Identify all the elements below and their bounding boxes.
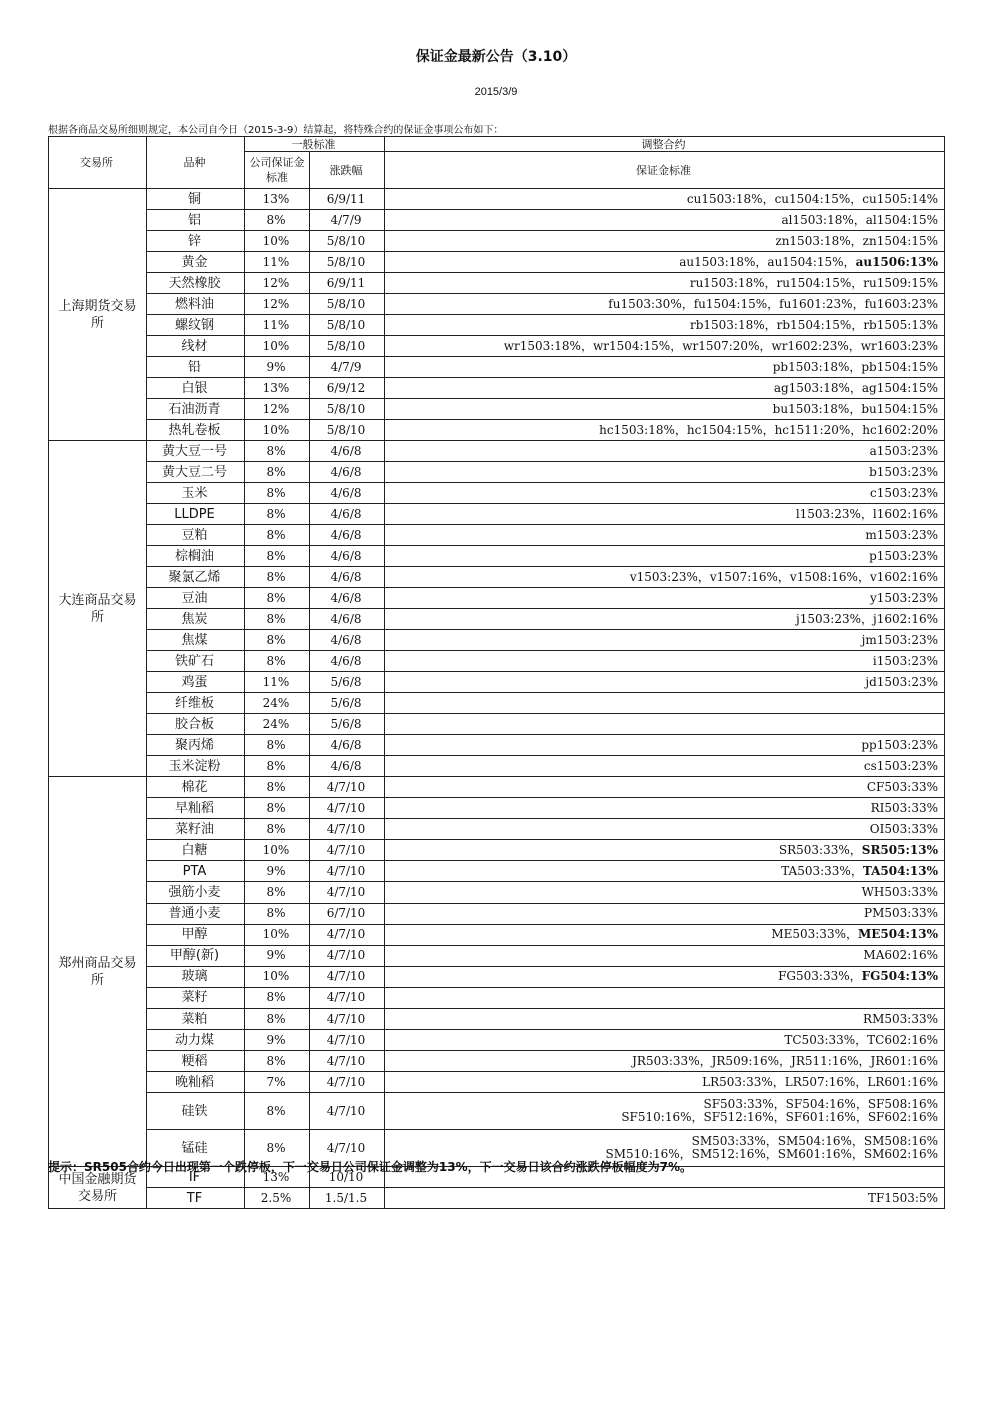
limit-value: 4/6/8 (310, 441, 385, 462)
exchange-name: 郑州商品交易所 (49, 777, 147, 1167)
tip-note: 提示：SR505合约今日出现第一个跌停板，下一交易日公司保证金调整为13%，下一交易日该合约涨跌停板幅度为7%。 (48, 1160, 693, 1174)
margin-value: 8% (245, 630, 310, 651)
margin-value: 8% (245, 483, 310, 504)
header-adjust: 调整合约 (385, 137, 945, 152)
adjusted-contract-text: cu1503:18%，cu1504:15%，cu1505:14% (686, 191, 938, 206)
adjust-contracts (385, 336, 945, 357)
product-name: 黄大豆二号 (147, 462, 245, 483)
limit-value: 4/6/8 (310, 588, 385, 609)
adjust-contracts (385, 819, 945, 840)
adjusted-contract-text: pb1503:18%，pb1504:15% (772, 359, 938, 374)
table-row (49, 441, 945, 462)
margin-value: 8% (245, 1130, 310, 1167)
limit-value: 4/6/8 (310, 462, 385, 483)
adjust-contracts (385, 378, 945, 399)
adjust-contracts (385, 1009, 945, 1030)
adjust-contracts (385, 798, 945, 819)
margin-value: 10% (245, 231, 310, 252)
adjusted-contract-text: b1503:23% (869, 464, 938, 479)
adjusted-contract-text: fu1503:30%，fu1504:15%，fu1601:23%，fu1603:23% (608, 296, 938, 311)
product-name: 强筋小麦 (147, 882, 245, 903)
table-row (49, 315, 945, 336)
adjusted-contract-text: i1503:23% (872, 653, 938, 668)
adjust-contracts (385, 924, 945, 945)
adjust-contracts (385, 1093, 945, 1130)
product-name: 玉米 (147, 483, 245, 504)
product-name: 纤维板 (147, 693, 245, 714)
table-row (49, 336, 945, 357)
adjusted-contract-text: bu1503:18%，bu1504:15% (772, 401, 938, 416)
adjusted-contract-text: SR503:33%， (778, 842, 862, 857)
table-row (49, 672, 945, 693)
table-row (49, 588, 945, 609)
product-name: 棉花 (147, 777, 245, 798)
limit-value: 5/8/10 (310, 315, 385, 336)
limit-value: 4/6/8 (310, 735, 385, 756)
product-name: 铝 (147, 210, 245, 231)
limit-value: 1.5/1.5 (310, 1188, 385, 1209)
margin-value: 8% (245, 1051, 310, 1072)
adjust-contracts (385, 672, 945, 693)
adjusted-contract-text: v1503:23%，v1507:16%，v1508:16%，v1602:16% (629, 569, 938, 584)
margin-value: 24% (245, 714, 310, 735)
table-row (49, 882, 945, 903)
product-name: 豆粕 (147, 525, 245, 546)
table-row (49, 210, 945, 231)
margin-value: 8% (245, 882, 310, 903)
margin-value: 12% (245, 399, 310, 420)
margin-value: 8% (245, 210, 310, 231)
table-row (49, 294, 945, 315)
adjusted-contract-text: ag1503:18%，ag1504:15% (773, 380, 938, 395)
product-name: 玻璃 (147, 966, 245, 987)
product-name: 白银 (147, 378, 245, 399)
margin-value: 8% (245, 798, 310, 819)
adjust-contracts (385, 1051, 945, 1072)
table-row (49, 840, 945, 861)
adjust-contracts (385, 210, 945, 231)
table-row (49, 189, 945, 210)
product-name: 硅铁 (147, 1093, 245, 1130)
product-name: 锌 (147, 231, 245, 252)
margin-value: 10% (245, 924, 310, 945)
table-row (49, 399, 945, 420)
margin-value: 8% (245, 567, 310, 588)
product-name: 铅 (147, 357, 245, 378)
product-name: 聚丙烯 (147, 735, 245, 756)
product-name: 胶合板 (147, 714, 245, 735)
adjusted-contract-text: ME503:33%， (771, 927, 858, 942)
limit-value: 4/6/8 (310, 567, 385, 588)
product-name: 晚籼稻 (147, 1072, 245, 1093)
margin-value: 11% (245, 672, 310, 693)
limit-value: 4/7/10 (310, 987, 385, 1008)
notice-date: 2015/3/9 (474, 86, 518, 98)
adjusted-contract-text: CF503:33% (866, 779, 938, 794)
limit-value: 4/7/10 (310, 882, 385, 903)
adjusted-contract-highlight: SR505:13% (861, 842, 938, 857)
adjusted-contract-text: j1503:23%，j1602:16% (796, 611, 938, 626)
limit-value: 4/7/10 (310, 966, 385, 987)
adjusted-contract-text: zn1503:18%，zn1504:15% (775, 233, 938, 248)
table-row (49, 1093, 945, 1130)
margin-value: 8% (245, 735, 310, 756)
product-name: 菜籽 (147, 987, 245, 1008)
adjusted-contract-text: pp1503:23% (861, 737, 938, 752)
margin-value: 8% (245, 651, 310, 672)
table-row (49, 1009, 945, 1030)
limit-value: 5/8/10 (310, 231, 385, 252)
adjusted-contract-text: jm1503:23% (861, 632, 938, 647)
adjust-contracts (385, 546, 945, 567)
product-name: 粳稻 (147, 1051, 245, 1072)
exchange-name: 中国金融期货交易所 (49, 1167, 147, 1209)
limit-value: 5/8/10 (310, 399, 385, 420)
table-row (49, 756, 945, 777)
table-row (49, 525, 945, 546)
adjusted-contract-text: l1503:23%，l1602:16% (795, 506, 938, 521)
adjusted-contract-highlight: TA504:13% (862, 863, 938, 878)
table-row (49, 819, 945, 840)
adjust-contracts (385, 693, 945, 714)
header-product: 品种 (147, 137, 245, 189)
product-name: 线材 (147, 336, 245, 357)
adjusted-contract-text: rb1503:18%，rb1504:15%，rb1505:13% (689, 317, 938, 332)
table-row (49, 651, 945, 672)
margin-value: 8% (245, 588, 310, 609)
product-name: 螺纹钢 (147, 315, 245, 336)
product-name: 豆油 (147, 588, 245, 609)
limit-value: 4/6/8 (310, 483, 385, 504)
adjust-contracts (385, 483, 945, 504)
product-name: 天然橡胶 (147, 273, 245, 294)
margin-table (48, 136, 945, 1209)
table-row (49, 567, 945, 588)
adjust-contracts (385, 1030, 945, 1051)
margin-value: 9% (245, 1030, 310, 1051)
adjusted-contract-text: SF510:16%，SF512:16%，SF601:16%，SF602:16% (621, 1110, 938, 1125)
adjust-contracts (385, 294, 945, 315)
margin-value: 8% (245, 756, 310, 777)
adjust-contracts (385, 357, 945, 378)
product-name: 玉米淀粉 (147, 756, 245, 777)
limit-value: 5/8/10 (310, 420, 385, 441)
margin-value: 8% (245, 546, 310, 567)
margin-value: 9% (245, 945, 310, 966)
adjust-contracts (385, 252, 945, 273)
margin-value: 8% (245, 903, 310, 924)
adjust-contracts (385, 903, 945, 924)
limit-value: 6/9/11 (310, 273, 385, 294)
limit-value: 4/7/10 (310, 945, 385, 966)
product-name: 聚氯乙烯 (147, 567, 245, 588)
adjust-contracts (385, 462, 945, 483)
margin-value: 11% (245, 315, 310, 336)
adjusted-contract-text: hc1503:18%，hc1504:15%，hc1511:20%，hc1602:20% (599, 422, 938, 437)
product-name: PTA (147, 861, 245, 882)
limit-value: 5/6/8 (310, 714, 385, 735)
adjusted-contract-text: c1503:23% (870, 485, 938, 500)
adjusted-contract-text: MA602:16% (863, 948, 938, 963)
limit-value: 5/6/8 (310, 672, 385, 693)
margin-value: 8% (245, 819, 310, 840)
adjust-contracts (385, 1072, 945, 1093)
product-name: 菜籽油 (147, 819, 245, 840)
table-row (49, 504, 945, 525)
table-row (49, 924, 945, 945)
margin-value: 13% (245, 378, 310, 399)
limit-value: 5/6/8 (310, 693, 385, 714)
product-name: 甲醇 (147, 924, 245, 945)
limit-value: 4/7/10 (310, 819, 385, 840)
adjusted-contract-highlight: ME504:13% (857, 927, 938, 942)
margin-value: 10% (245, 840, 310, 861)
limit-value: 4/6/8 (310, 609, 385, 630)
adjust-contracts (385, 630, 945, 651)
adjust-contracts (385, 945, 945, 966)
limit-value: 4/7/10 (310, 1130, 385, 1167)
limit-value: 4/7/9 (310, 210, 385, 231)
adjust-contracts (385, 609, 945, 630)
margin-value: 8% (245, 987, 310, 1008)
margin-value: 10% (245, 336, 310, 357)
adjust-contracts (385, 966, 945, 987)
limit-value: 4/6/8 (310, 630, 385, 651)
adjusted-contract-text: FG503:33%， (778, 969, 862, 984)
table-row (49, 735, 945, 756)
adjusted-contract-text: a1503:23% (869, 443, 938, 458)
limit-value: 4/6/8 (310, 525, 385, 546)
limit-value: 4/7/10 (310, 777, 385, 798)
header-limit: 涨跌幅 (310, 152, 385, 189)
limit-value: 6/7/10 (310, 903, 385, 924)
limit-value: 5/8/10 (310, 252, 385, 273)
adjusted-contract-highlight: FG504:13% (861, 969, 938, 984)
adjusted-contract-text: RM503:33% (863, 1011, 938, 1026)
margin-value: 9% (245, 861, 310, 882)
product-name: 白糖 (147, 840, 245, 861)
limit-value: 4/6/8 (310, 546, 385, 567)
adjust-contracts (385, 861, 945, 882)
exchange-name: 大连商品交易所 (49, 441, 147, 777)
limit-value: 4/7/10 (310, 1030, 385, 1051)
table-row (49, 966, 945, 987)
header-margin-standard: 保证金标准 (385, 152, 945, 189)
product-name: 动力煤 (147, 1030, 245, 1051)
table-body (49, 189, 945, 1209)
margin-value: 12% (245, 294, 310, 315)
product-name: 棕榈油 (147, 546, 245, 567)
adjusted-contract-text: p1503:23% (869, 548, 938, 563)
product-name: 黄金 (147, 252, 245, 273)
limit-value: 5/8/10 (310, 294, 385, 315)
margin-value: 8% (245, 609, 310, 630)
margin-value: 10% (245, 420, 310, 441)
exchange-name: 上海期货交易所 (49, 189, 147, 441)
table-row (49, 609, 945, 630)
header-exchange: 交易所 (49, 137, 147, 189)
table-row (49, 462, 945, 483)
adjust-contracts (385, 441, 945, 462)
limit-value: 4/7/10 (310, 1009, 385, 1030)
adjusted-contract-highlight: au1506:13% (855, 254, 938, 269)
adjust-contracts (385, 189, 945, 210)
table-row (49, 777, 945, 798)
adjusted-contract-text: TC503:33%，TC602:16% (784, 1032, 938, 1047)
adjust-contracts (385, 588, 945, 609)
margin-value: 24% (245, 693, 310, 714)
adjusted-contract-text: ru1503:18%，ru1504:15%，ru1509:15% (689, 275, 938, 290)
adjusted-contract-text: OI503:33% (869, 821, 938, 836)
table-row (49, 231, 945, 252)
table-row (49, 903, 945, 924)
adjust-contracts (385, 714, 945, 735)
adjusted-contract-text: m1503:23% (865, 527, 938, 542)
adjust-contracts (385, 756, 945, 777)
table-row (49, 273, 945, 294)
limit-value: 10/10 (310, 1167, 385, 1188)
adjust-contracts (385, 840, 945, 861)
limit-value: 5/8/10 (310, 336, 385, 357)
product-name: 锰硅 (147, 1130, 245, 1167)
limit-value: 6/9/12 (310, 378, 385, 399)
limit-value: 4/7/10 (310, 924, 385, 945)
margin-value: 11% (245, 252, 310, 273)
product-name: TF (147, 1188, 245, 1209)
adjust-contracts (385, 231, 945, 252)
limit-value: 4/7/10 (310, 861, 385, 882)
limit-value: 4/7/10 (310, 1051, 385, 1072)
table-row (49, 378, 945, 399)
table-row (49, 714, 945, 735)
product-name: IF (147, 1167, 245, 1188)
margin-value: 13% (245, 1167, 310, 1188)
table-row (49, 987, 945, 1008)
table-row (49, 546, 945, 567)
limit-value: 4/6/8 (310, 504, 385, 525)
margin-value: 8% (245, 525, 310, 546)
table-row (49, 420, 945, 441)
adjust-contracts (385, 399, 945, 420)
adjusted-contract-text: SM510:16%，SM512:16%，SM601:16%，SM602:16% (605, 1147, 938, 1162)
adjust-contracts (385, 525, 945, 546)
table-row (49, 483, 945, 504)
table-row (49, 1051, 945, 1072)
table-row (49, 861, 945, 882)
adjust-contracts (385, 735, 945, 756)
adjusted-contract-text: RI503:33% (870, 800, 938, 815)
limit-value: 6/9/11 (310, 189, 385, 210)
table-row (49, 1030, 945, 1051)
limit-value: 4/7/9 (310, 357, 385, 378)
header-general: 一般标准 (245, 137, 385, 152)
limit-value: 4/7/10 (310, 840, 385, 861)
adjusted-contract-text: cs1503:23% (863, 758, 938, 773)
adjusted-contract-text: PM503:33% (864, 906, 938, 921)
adjusted-contract-text: au1503:18%，au1504:15%， (679, 254, 856, 269)
adjust-contracts (385, 567, 945, 588)
margin-value: 8% (245, 1093, 310, 1130)
limit-value: 4/6/8 (310, 756, 385, 777)
limit-value: 4/6/8 (310, 651, 385, 672)
margin-value: 12% (245, 273, 310, 294)
adjust-contracts (385, 651, 945, 672)
margin-value: 13% (245, 189, 310, 210)
product-name: 黄大豆一号 (147, 441, 245, 462)
adjusted-contract-text: JR503:33%，JR509:16%，JR511:16%，JR601:16% (632, 1053, 938, 1068)
margin-value: 10% (245, 966, 310, 987)
product-name: 普通小麦 (147, 903, 245, 924)
adjust-contracts (385, 777, 945, 798)
adjusted-contract-text: wr1503:18%，wr1504:15%，wr1507:20%，wr1602:23%，wr1603:23% (503, 338, 938, 353)
adjusted-contract-text: y1503:23% (869, 590, 938, 605)
product-name: 焦炭 (147, 609, 245, 630)
product-name: 菜粕 (147, 1009, 245, 1030)
adjusted-contract-text: TA503:33%， (781, 863, 863, 878)
margin-value: 9% (245, 357, 310, 378)
margin-value: 2.5% (245, 1188, 310, 1209)
product-name: 焦煤 (147, 630, 245, 651)
adjusted-contract-text: jd1503:23% (865, 674, 938, 689)
margin-value: 8% (245, 504, 310, 525)
table-row (49, 693, 945, 714)
table-row (49, 252, 945, 273)
adjusted-contract-text: SM503:33%，SM504:16%，SM508:16% (691, 1134, 938, 1149)
margin-value: 8% (245, 441, 310, 462)
product-name: LLDPE (147, 504, 245, 525)
page-title: 保证金最新公告（3.10） (415, 49, 577, 65)
adjust-contracts (385, 315, 945, 336)
product-name: 铜 (147, 189, 245, 210)
adjust-contracts (385, 882, 945, 903)
adjust-contracts (385, 987, 945, 1008)
table-row (49, 798, 945, 819)
margin-value: 8% (245, 1009, 310, 1030)
table-row (49, 945, 945, 966)
table-row (49, 1072, 945, 1093)
table-row (49, 630, 945, 651)
margin-value: 8% (245, 462, 310, 483)
adjusted-contract-text: WH503:33% (861, 885, 938, 900)
product-name: 石油沥青 (147, 399, 245, 420)
adjusted-contract-text: SF503:33%，SF504:16%，SF508:16% (703, 1097, 938, 1112)
table-row (49, 1188, 945, 1209)
adjust-contracts (385, 420, 945, 441)
product-name: 燃料油 (147, 294, 245, 315)
adjusted-contract-text: LR503:33%，LR507:16%，LR601:16% (702, 1074, 938, 1089)
product-name: 甲醇(新) (147, 945, 245, 966)
limit-value: 4/7/10 (310, 798, 385, 819)
product-name: 早籼稻 (147, 798, 245, 819)
adjusted-contract-text: al1503:18%，al1504:15% (781, 212, 938, 227)
limit-value: 4/7/10 (310, 1072, 385, 1093)
product-name: 鸡蛋 (147, 672, 245, 693)
product-name: 热轧卷板 (147, 420, 245, 441)
adjust-contracts (385, 1188, 945, 1209)
margin-value: 7% (245, 1072, 310, 1093)
adjust-contracts (385, 504, 945, 525)
limit-value: 4/7/10 (310, 1093, 385, 1130)
intro-text: 根据各商品交易所细则规定，本公司自今日（2015-3-9）结算起，将特殊合约的保证金事项公布如下： (48, 125, 504, 136)
header-company-margin: 公司保证金标准 (245, 152, 310, 189)
table-row (49, 357, 945, 378)
margin-value: 8% (245, 777, 310, 798)
adjusted-contract-text: TF1503:5% (868, 1190, 938, 1205)
product-name: 铁矿石 (147, 651, 245, 672)
adjust-contracts (385, 273, 945, 294)
